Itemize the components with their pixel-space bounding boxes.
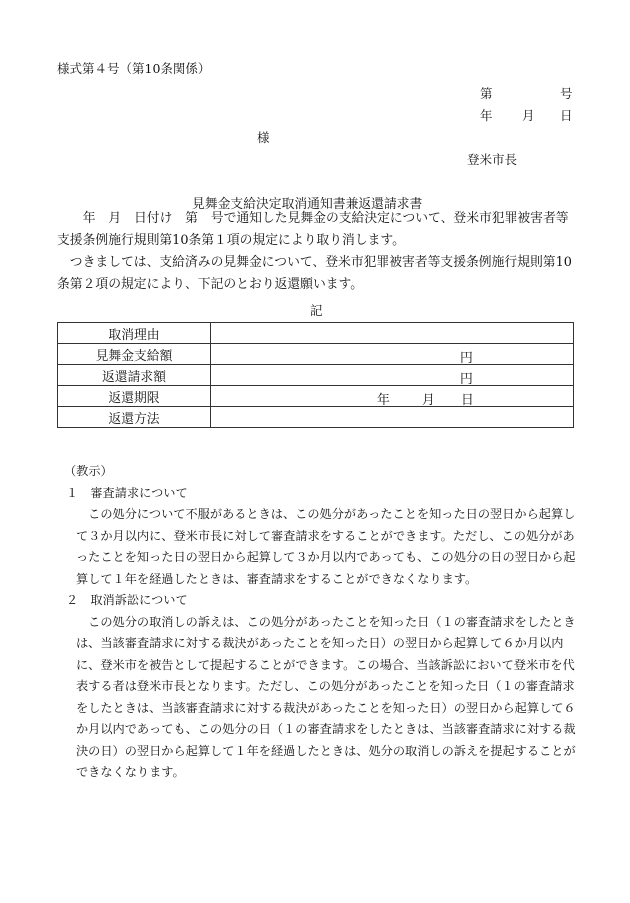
- deadline-day-label: 日: [461, 393, 474, 408]
- notice-section: [64, 461, 576, 784]
- body-paragraph-2: つきましては、支給済みの見舞金について、登米市犯罪被害者等支援条例施行規則第10条第２項の規定により、下記のとおり返還願います。: [57, 255, 572, 292]
- issuer-name: 登米市長: [467, 152, 518, 167]
- row-label: 返還請求額: [58, 365, 211, 386]
- doc-number-suffix: 号: [560, 86, 573, 101]
- section-2-text: この処分の取消しの訴えは、この処分があったことを知った日（１の審査請求をしたときは、当該審査請求に対する裁決があったことを知った日）の翌日から起算して６か月以内に、登米市を被告として提起することができます。この場合、当該訴訟において登米市を代表する者は登米市長となります。ただし、この処分があったことを知った日（１の審査請求をしたときは、当該審査請求に対する裁決があったことを知った日）の翌日から起算して６か月以内であっても、この処分の日（１の審査請求をしたときは、当該審査請求に対する裁決の日）の翌日から起算して１年を経過したときは、処分の取消しの訴えを提起することができなくなります。: [76, 614, 576, 779]
- doc-number-prefix: 第: [480, 86, 493, 101]
- cancel-reason-field[interactable]: [211, 323, 574, 344]
- addressee-suffix: 様: [257, 130, 270, 145]
- row-label: 取消理由: [58, 323, 211, 344]
- paid-amount-field[interactable]: [211, 344, 574, 365]
- table-row: [58, 344, 574, 365]
- table-row: [58, 407, 574, 428]
- row-label: 見舞金支給額: [58, 344, 211, 365]
- date-month-label: 月: [522, 108, 535, 123]
- table-row: [58, 386, 574, 407]
- deadline-month-label: 月: [422, 393, 435, 408]
- refund-method-field[interactable]: [211, 407, 574, 428]
- yen-unit: 円: [460, 351, 473, 366]
- date-year-label: 年: [480, 108, 493, 123]
- yen-unit: 円: [460, 372, 473, 387]
- table-row: [58, 365, 574, 386]
- ki-marker: 記: [310, 303, 323, 318]
- refund-deadline-field[interactable]: [211, 386, 574, 407]
- notice-heading: （教示）: [64, 464, 113, 478]
- row-label: 返還期限: [58, 386, 211, 407]
- row-label: 返還方法: [58, 407, 211, 428]
- section-1-title: １ 審査請求について: [66, 485, 188, 500]
- date-day-label: 日: [560, 108, 573, 123]
- form-number: 様式第４号（第10条関係）: [57, 61, 211, 76]
- deadline-year-label: 年: [377, 393, 390, 408]
- refund-amount-field[interactable]: [211, 365, 574, 386]
- section-1-text: この処分について不服があるときは、この処分があったことを知った日の翌日から起算して３か月以内に、登米市長に対して審査請求をすることができます。ただし、この処分があったことを知った日の翌日から起算して３か月以内であっても、この処分の日の翌日から起算して１年を経過したときは、審査請求をすることができなくなります。: [76, 507, 576, 586]
- section-2-title: ２ 取消訴訟について: [66, 593, 188, 607]
- table-row: [58, 323, 574, 344]
- body-paragraph-1: 年 月 日付け 第 号で通知した見舞金の支給決定について、登米市犯罪被害者等支援条例施行規則第10条第１項の規定により取り消します。: [57, 211, 569, 248]
- request-table: [57, 322, 574, 428]
- document-title: 見舞金支給決定取消通知書兼返還請求書: [192, 197, 423, 212]
